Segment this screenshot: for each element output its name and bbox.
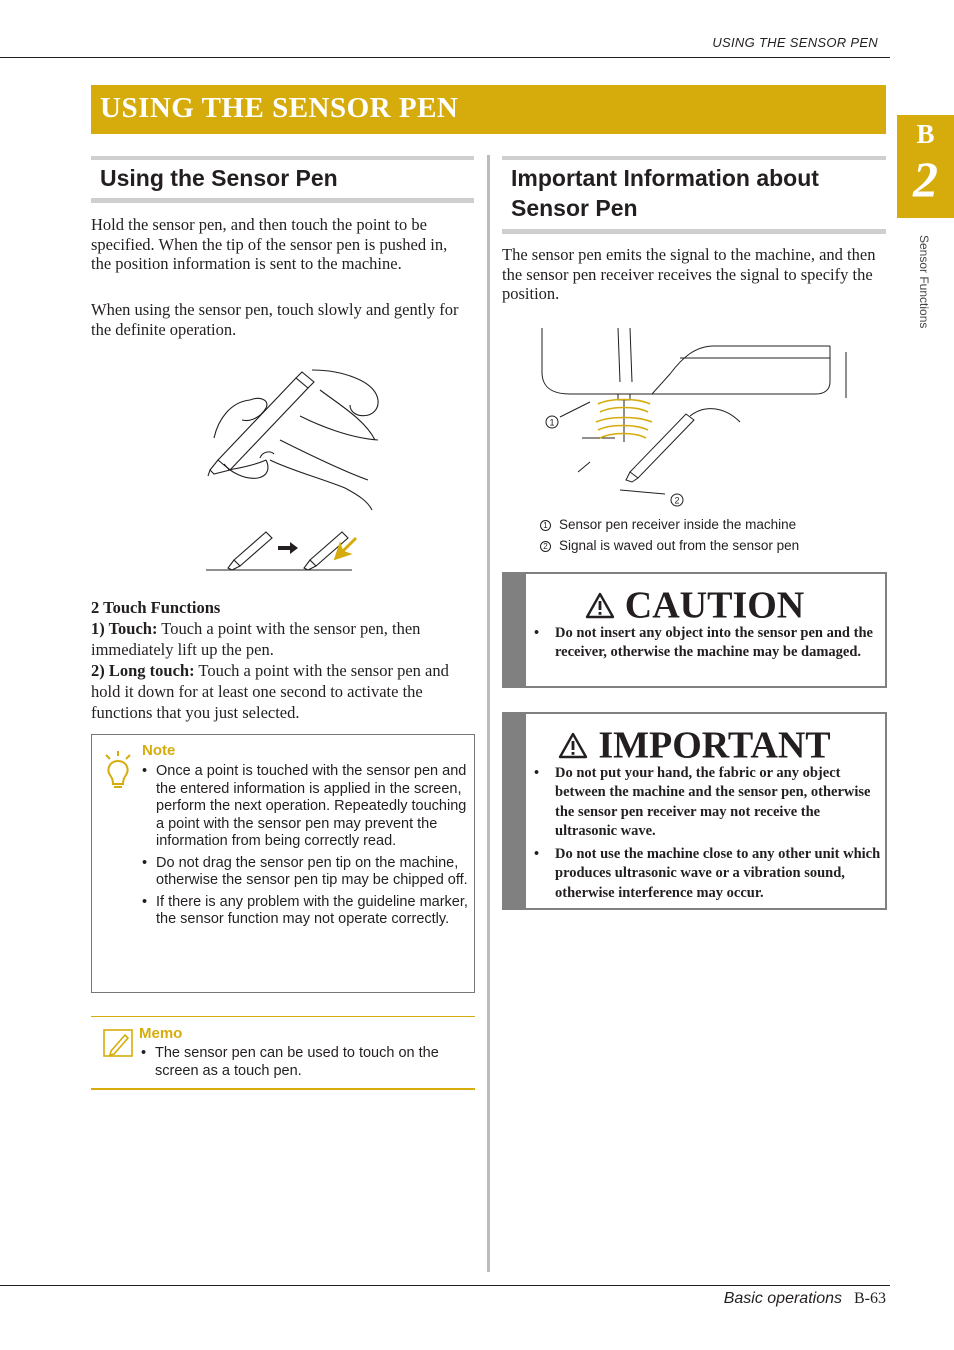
touch-function-1-text: Touch a point with the sensor pen, then immediately lift up the pen. (91, 619, 421, 659)
important-box (502, 712, 887, 910)
important-item: • Do not use the machine close to any other unit which produces ultrasonic wave or a vibration sound, otherwise interference may occur. (532, 845, 882, 903)
chapter-tab-letter: B (916, 119, 935, 149)
column-divider (487, 155, 490, 1272)
important-heading (504, 720, 885, 767)
chapter-banner (91, 85, 886, 134)
touch-functions (91, 597, 476, 723)
note-list (142, 763, 470, 933)
important-item: • Do not put your hand, the fabric or any object between the machine and the sensor pen, otherwise the sensor pen receiver may not receive the ultrasonic wave. (532, 764, 882, 841)
caution-title: CAUTION (624, 584, 805, 627)
chapter-tab (897, 115, 954, 218)
touch-function-2-text: Touch a point with the sensor pen and hold it down for at least one second to activate the functions that you just selected. (91, 661, 449, 722)
side-label (915, 235, 935, 355)
warning-triangle-icon (585, 592, 615, 619)
footer (724, 1290, 886, 1308)
running-header: USING THE SENSOR PEN (712, 35, 878, 50)
chapter-title: USING THE SENSOR PEN (100, 92, 459, 124)
footer-section-label: Basic operations (723, 1290, 842, 1307)
usage-paragraph: When using the sensor pen, touch slowly and gently for the definite operation. (91, 300, 459, 339)
lightbulb-icon (102, 749, 134, 789)
touch-function-1-label: 1) Touch: (91, 619, 158, 638)
callout-2-label: 2 (674, 495, 680, 506)
section-heading-left (91, 156, 474, 203)
important-title: IMPORTANT (598, 724, 831, 767)
touch-function-2-label: 2) Long touch: (91, 661, 195, 680)
legend-text: Sensor pen receiver inside the machine (559, 517, 797, 532)
touch-function-1 (91, 618, 476, 660)
important-list (532, 764, 882, 907)
section-heading-right-line2: Sensor Pen (511, 195, 638, 221)
memo-title: Memo (139, 1025, 183, 1042)
note-item: • Once a point is touched with the sensor pen and the entered information is applied in the screen, perform the next operation. Repeatedly touching a point with the sensor pen may prevent the information from being correctly read. (142, 763, 470, 851)
legend-text: Signal is waved out from the sensor pen (559, 538, 800, 553)
warning-triangle-icon (558, 732, 588, 759)
caution-heading (504, 580, 885, 627)
section-heading-right-line1: Important Information about (511, 165, 819, 191)
chapter-tab-number: 2 (913, 151, 938, 207)
memo-item: • The sensor pen can be used to touch on the screen as a touch pen. (141, 1045, 471, 1080)
section-heading-right (502, 156, 886, 234)
caution-box (502, 572, 887, 688)
touch-function-2 (91, 660, 476, 723)
section-heading-left-text: Using the Sensor Pen (100, 165, 338, 191)
legend-item-receiver (540, 517, 796, 532)
note-title: Note (142, 742, 176, 759)
sensor-pen-receiver-illustration (530, 322, 860, 512)
legend-number: 2 (540, 541, 551, 552)
legend-number: 1 (540, 520, 551, 531)
note-item: • If there is any problem with the guideline marker, the sensor function may not operate correctly. (142, 894, 470, 929)
intro-paragraph: Hold the sensor pen, and then touch the point to be specified. When the tip of the sensor pen is pushed in, the position information is sent to the machine. (91, 215, 448, 273)
side-label-text: Sensor Functions (917, 235, 931, 329)
memo-pencil-icon (103, 1029, 133, 1057)
hand-holding-pen-illustration (200, 360, 385, 575)
note-box (91, 734, 475, 993)
bottom-rule (0, 1285, 890, 1286)
top-rule (0, 57, 890, 58)
note-item: • Do not drag the sensor pen tip on the machine, otherwise the sensor pen tip may be chipped off. (142, 855, 470, 890)
memo-box (91, 1016, 475, 1090)
page-number: B-63 (854, 1290, 886, 1307)
legend-item-signal (540, 538, 799, 553)
caution-list (532, 624, 882, 667)
touch-functions-title: 2 Touch Functions (91, 598, 221, 617)
caution-item: • Do not insert any object into the sensor pen and the receiver, otherwise the machine may be damaged. (532, 624, 882, 663)
callout-1-label: 1 (549, 417, 555, 428)
memo-list (141, 1045, 471, 1084)
sensor-pen-paragraph: The sensor pen emits the signal to the machine, and then the sensor pen receiver receives the signal to specify the position. (502, 245, 876, 303)
